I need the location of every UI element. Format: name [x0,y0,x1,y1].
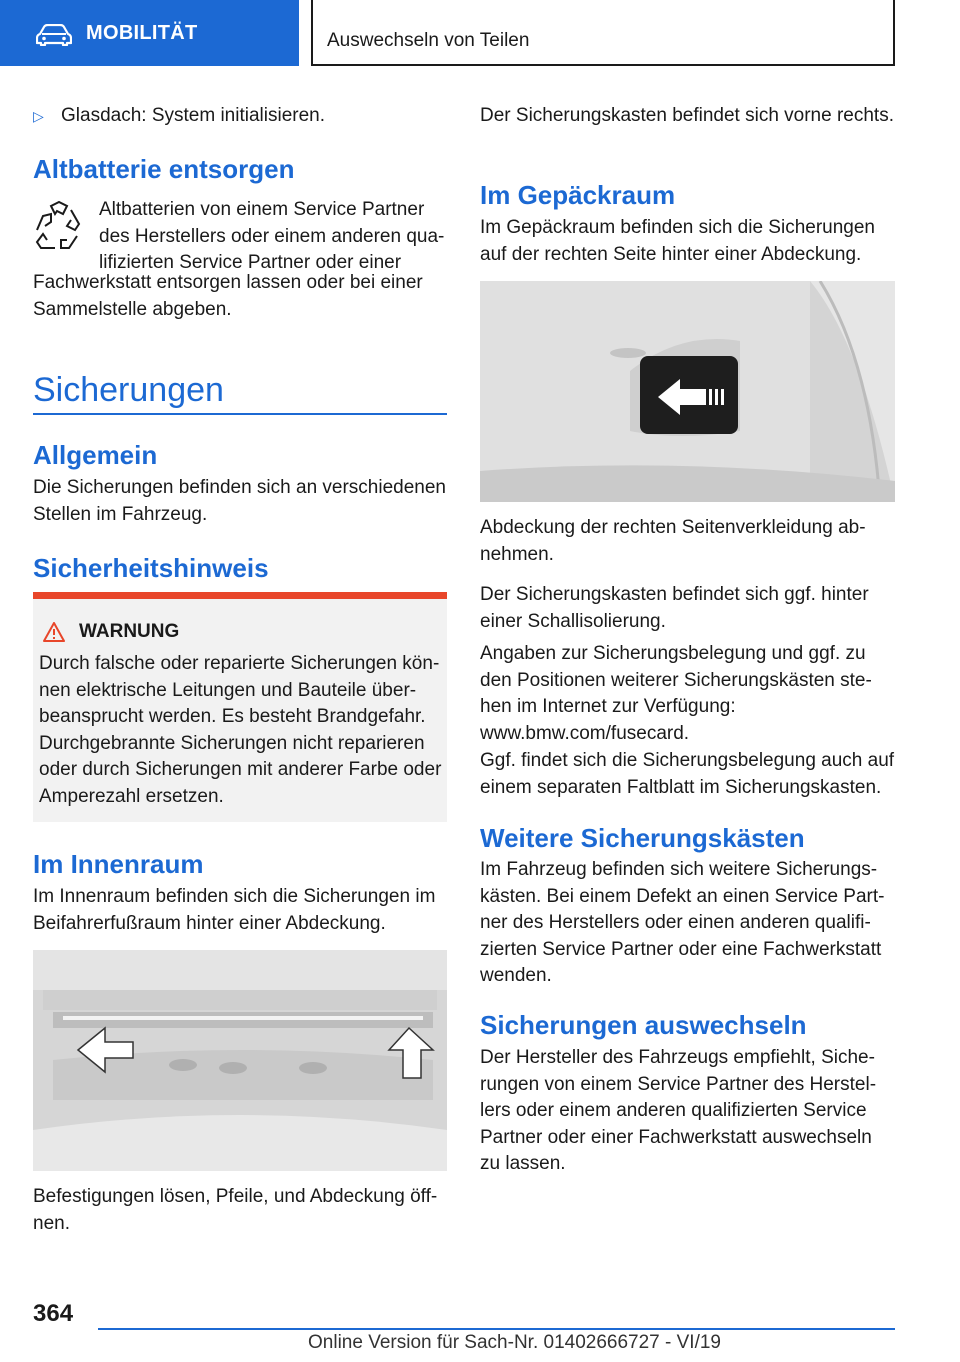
faltblatt-text: Ggf. findet sich die Sicherungsbelegung auch auf einem separaten Faltblatt im Sicherungskasten. [480,750,895,798]
warning-triangle-icon [43,622,65,642]
heading-allgemein: Allgemein [33,440,158,470]
heading-altbatterie: Altbatterie entsorgen [33,154,295,184]
gepaeckraum-text: Im Gepäckraum befinden sich die Sicherungen auf der rechten Seite hinter einer Abdeckung. [480,217,876,265]
weitere-text: Im Fahrzeug befinden sich weitere Sicherungs‐kästen. Bei einem Defekt an einen Service Part‐ner des Herstellers oder einen anderen qualifi‐zierten Service Partner oder eine Fachwerkstatt wenden. [480,859,885,986]
footer-text: Online Version für Sach-Nr. 01402666727 - VI/19 [308,1332,721,1353]
chapter-title: Auswechseln von Teilen [327,30,530,51]
footwell-illustration [33,950,447,1171]
chapter-header [311,0,895,66]
heading-innenraum: Im Innenraum [33,849,204,879]
innenraum-caption: Befestigungen lösen, Pfeile, und Abdeckung öff‐nen. [33,1186,438,1234]
heading-weitere: Weitere Sicherungskästen [480,823,805,853]
allgemein-text: Die Sicherungen befinden sich an verschiedenen Stellen im Fahrzeug. [33,477,446,525]
car-icon [36,24,72,46]
triangle-bullet-icon: ▷ [33,108,44,124]
bullet-text: Glasdach: System initialisieren. [61,105,325,126]
warning-header [43,621,179,643]
altbatterie-text-indented: Altbatterien von einem Service Partner des Herstellers oder einem anderen qua‐lifizierten Service Partner oder einer [99,199,445,273]
warning-label: WARNUNG [79,621,180,642]
footwell-cover-image [33,950,447,1171]
warning-box [33,592,447,822]
sicherungsbelegung-text: Angaben zur Sicherungsbelegung und ggf. zu den Positionen weiterer Sicherungskästen ste‐hen im Internet zur Verfügung: www.bmw.com/fusecard. [480,643,872,744]
warning-text: Durch falsche oder reparierte Sicherungen kön‐nen elektrische Leitungen und Bauteile über‐beansprucht werden. Es besteht Brandgefahr. Durchgebrannte Sicherungen nicht reparieren oder durch Sicherungen mit anderer Farbe oder Amperezahl ersetzen. [39,653,442,807]
heading-auswechseln: Sicherungen auswechseln [480,1010,807,1040]
recycling-icon [33,200,85,252]
trunk-cover-image [480,281,895,502]
bullet-item [33,103,325,129]
intro-text: Der Sicherungskasten befindet sich vorne rechts. [480,105,894,126]
heading-rule [33,413,447,415]
auswechseln-text: Der Hersteller des Fahrzeugs empfiehlt, Siche‐rungen von einem Service Partner des Herstel‐lers oder einem anderen qualifizierten Service Partner oder einer Fachwerkstatt auswechseln zu lassen. [480,1047,877,1174]
header-section-tab [0,0,299,66]
innenraum-text: Im Innenraum befinden sich die Sicherungen im Beifahrerfußraum hinter einer Abdeckung. [33,886,436,934]
footer-rule [98,1328,895,1330]
trunk-illustration [480,281,895,502]
altbatterie-text-rest: Fachwerkstatt entsorgen lassen oder bei einer Sammelstelle abgeben. [33,272,423,320]
section-title: MOBILITÄT [86,22,198,44]
page-number: 364 [33,1300,74,1327]
heading-sicherheitshinweis: Sicherheitshinweis [33,553,269,583]
schallisolierung-text: Der Sicherungskasten befindet sich ggf. hinter einer Schallisolierung. [480,584,869,632]
gepaeckraum-caption: Abdeckung der rechten Seitenverkleidung ab‐nehmen. [480,517,866,565]
heading-gepaeckraum: Im Gepäckraum [480,180,676,210]
heading-sicherungen: Sicherungen [33,371,224,409]
